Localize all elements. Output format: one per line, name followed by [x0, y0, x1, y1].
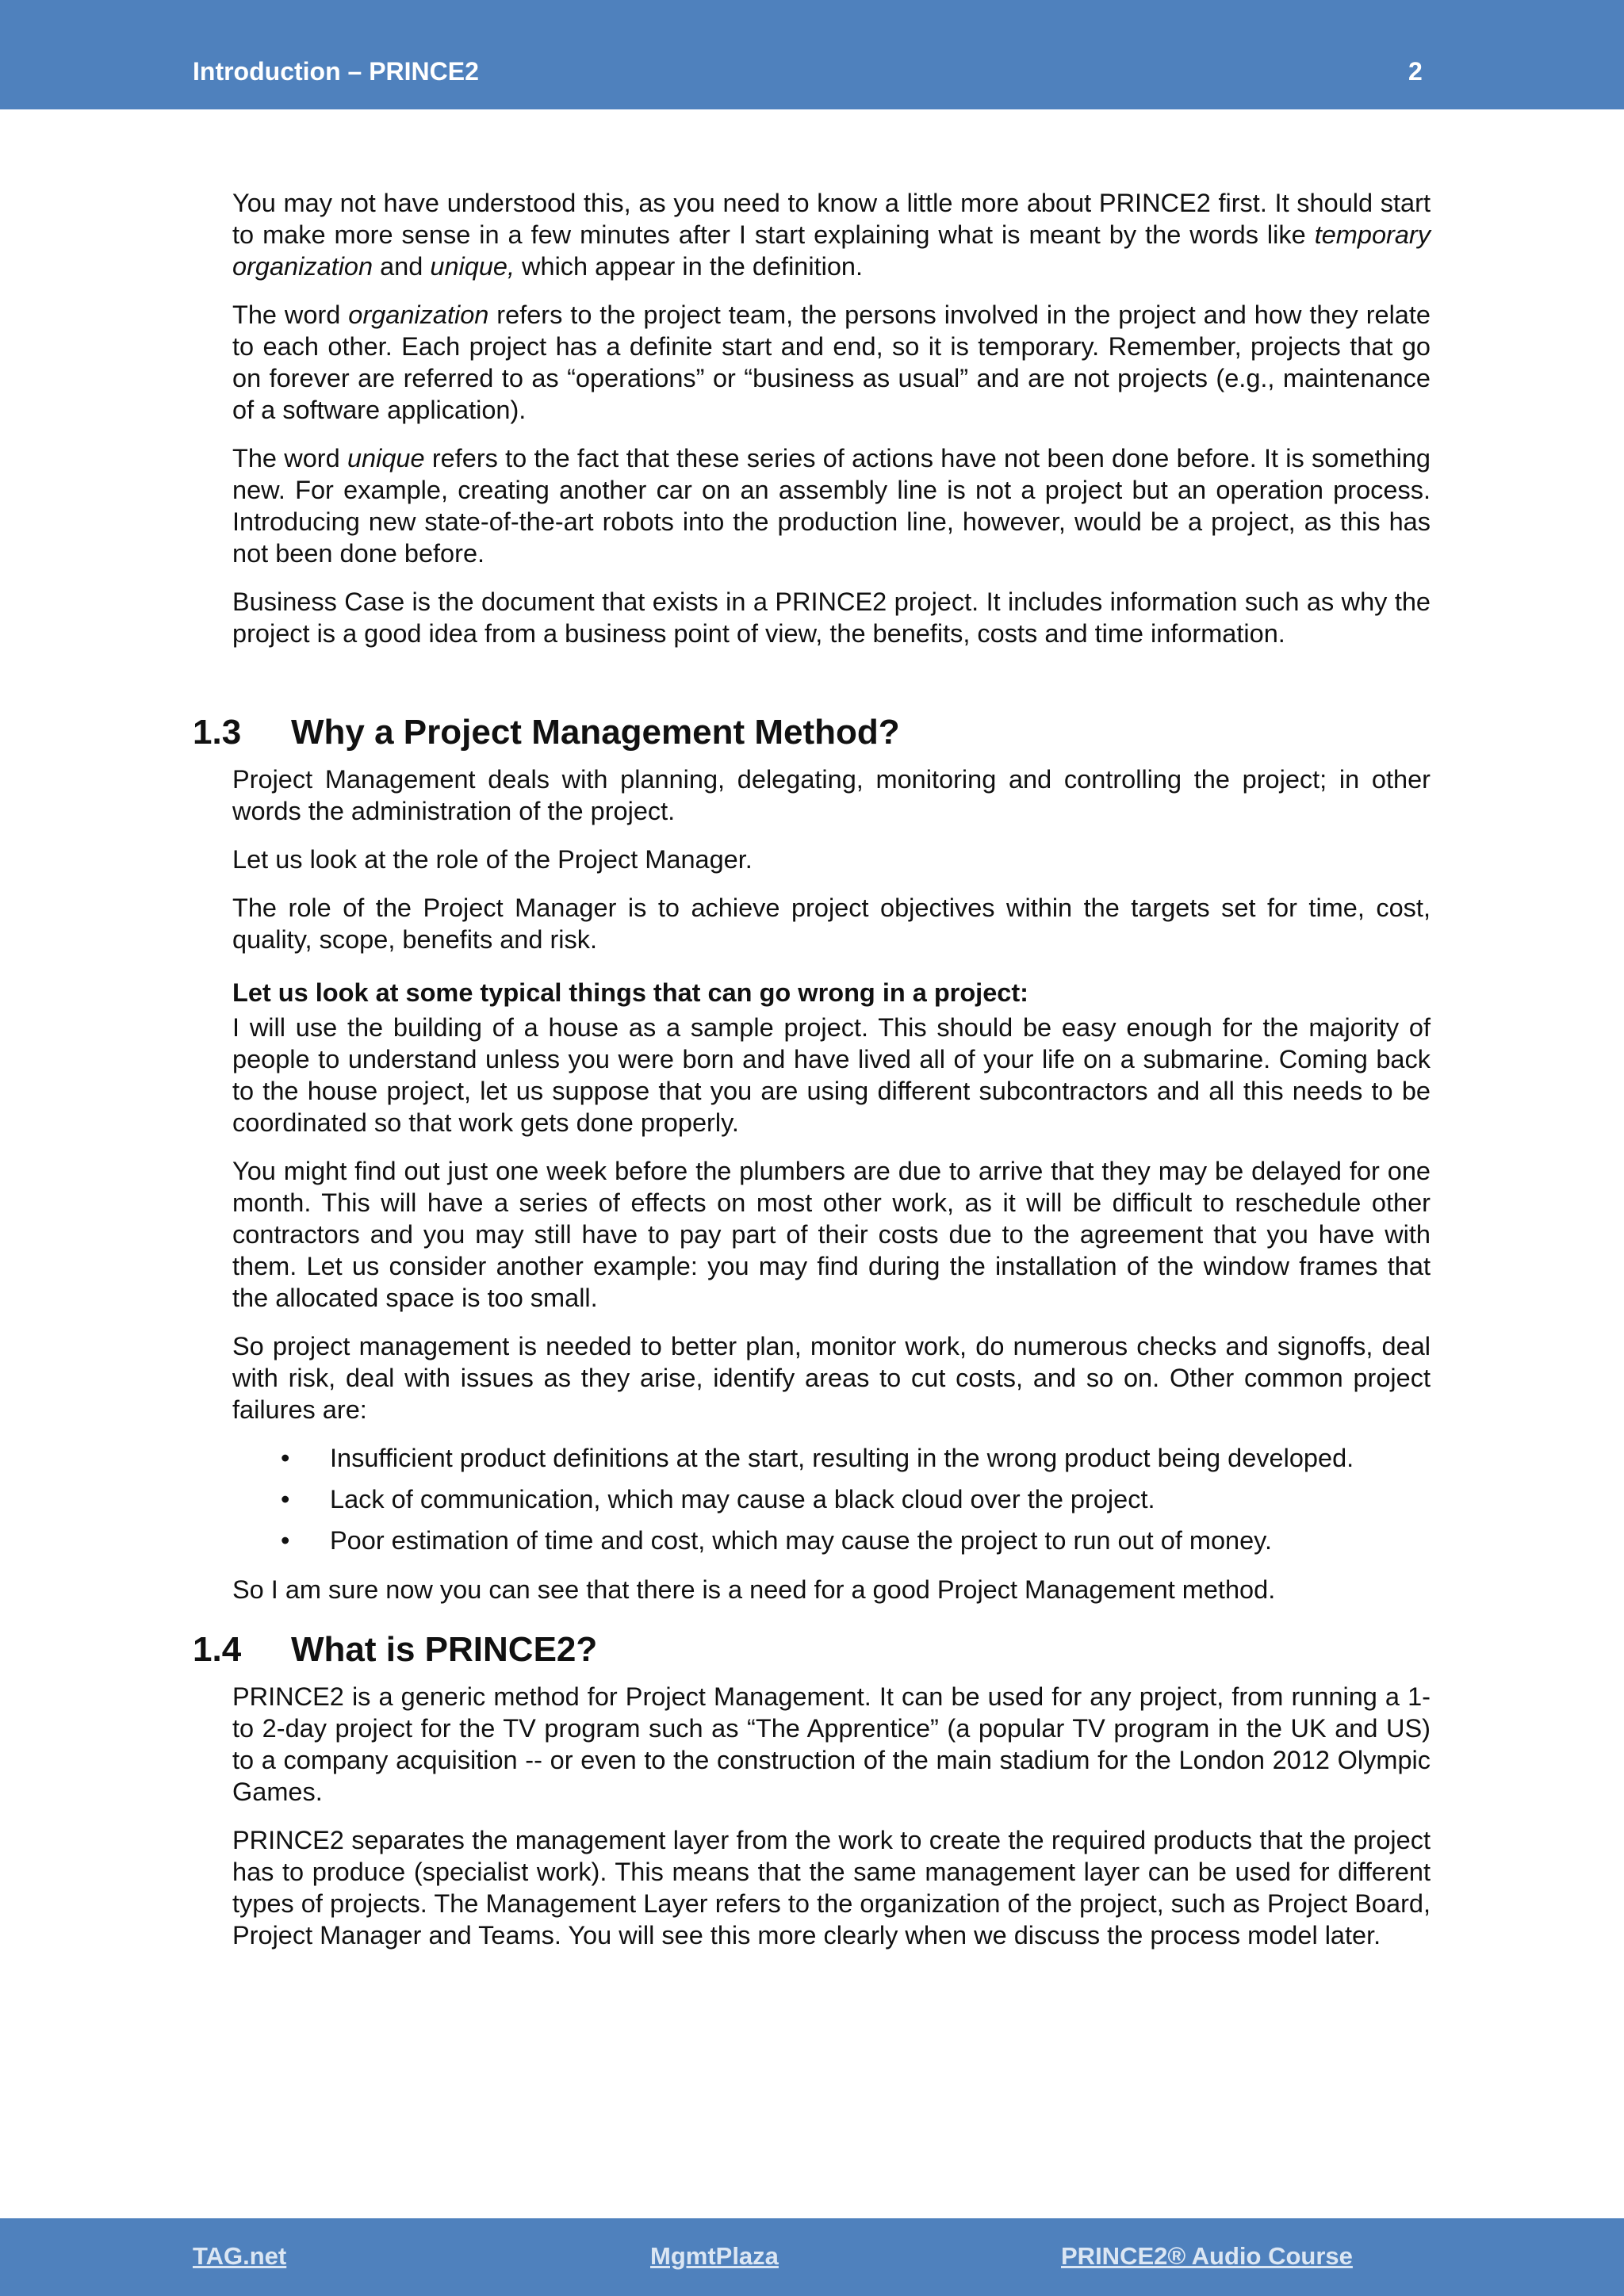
section-number: 1.4	[193, 1630, 242, 1669]
emphasis-temporary-organization: temporary organization	[232, 220, 1431, 281]
section-1-3-paragraph-1: Project Management deals with planning, delegating, monitoring and controlling the project; in other words the administration of the project.	[232, 765, 1431, 825]
list-item	[0, 1442, 1624, 1474]
page-number: 2	[1408, 57, 1423, 86]
page-footer	[0, 2218, 1624, 2296]
intro-paragraph-1	[232, 187, 1431, 282]
header-title: Introduction – PRINCE2	[193, 57, 479, 86]
spacer	[0, 666, 1624, 710]
section-1-4-paragraph-2: PRINCE2 separates the management layer from the work to create the required products that the project has to produce (specialist work). This means that the same management layer can be used for different types of projects. The Management Layer refers to the organization of the project, such as Project Board, Project Manager and Teams. You will see this more clearly when we discuss the process model later.	[232, 1826, 1431, 1950]
text-run: refers to the project team, the persons involved in the project and how they relate to each other. Each project has a definite start and end, so it is temporary. Remember, projects that go on forever are referred to as “operations” or “business as usual” and are not projects (e.g., maintenance of a software application).	[232, 300, 1431, 424]
failure-list	[0, 1442, 1624, 1556]
footer-link-mgmtplaza[interactable]: MgmtPlaza	[650, 2242, 779, 2270]
emphasis-unique: unique	[347, 444, 425, 473]
section-heading-1-4	[193, 1627, 1624, 1673]
section-title: What is PRINCE2?	[291, 1630, 598, 1669]
text-run: and	[373, 252, 431, 281]
emphasis-organization: organization	[348, 300, 489, 329]
section-heading-1-3	[193, 710, 1624, 756]
bullet-icon: •	[281, 1485, 290, 1513]
text-run: You may not have understood this, as you need to know a little more about PRINCE2 first. It should start to make more sense in a few minutes after I start explaining what is meant by the words like	[232, 189, 1431, 249]
text-run: The word	[232, 300, 349, 329]
section-1-3-paragraph-2: Let us look at the role of the Project Manager.	[232, 845, 753, 874]
section-1-4-paragraph-1: PRINCE2 is a generic method for Project Management. It can be used for any project, from running a 1- to 2-day project for the TV program such as “The Apprentice” (a popular TV program in the UK and US) to a company acquisition -- or even to the construction of the main stadium for the London 2012 Olympic Games.	[232, 1682, 1431, 1806]
section-number: 1.3	[193, 713, 242, 752]
text-run: The word	[232, 444, 347, 473]
list-item-text: Lack of communication, which may cause a black cloud over the project.	[330, 1485, 1155, 1513]
section-1-3-paragraph-7: So I am sure now you can see that there is a need for a good Project Management method.	[232, 1575, 1276, 1604]
text-run: refers to the fact that these series of actions have not been done before. It is something new. For example, creating another car on an assembly line is not a project but an operation process. Introducing new state-of-the-art robots into the production line, however, would be a project, as this has not been done before.	[232, 444, 1431, 568]
section-1-3-paragraph-5: You might find out just one week before the plumbers are due to arrive that they may be delayed for one month. This will have a series of effects on most other work, as it will be difficult to reschedule other contractors and you may still have to pay part of their costs due to the agreement that you have with them. Let us consider another example: you may find during the installation of the window frames that the allocated space is too small.	[232, 1157, 1431, 1312]
list-item-text: Poor estimation of time and cost, which may cause the project to run out of money.	[330, 1526, 1273, 1555]
footer-link-tag-net[interactable]: TAG.net	[193, 2242, 287, 2270]
section-1-3-paragraph-6: So project management is needed to better plan, monitor work, do numerous checks and signoffs, deal with risk, deal with issues as they arise, identify areas to cut costs, and so on. Other common project failures are:	[232, 1332, 1431, 1424]
intro-paragraph-3	[232, 442, 1431, 569]
footer-link-prince2-audio-course[interactable]: PRINCE2® Audio Course	[1061, 2242, 1353, 2270]
intro-paragraph-2	[232, 299, 1431, 426]
bold-subheading: Let us look at some typical things that can go wrong in a project:	[232, 978, 1029, 1007]
text-run: which appear in the definition.	[515, 252, 864, 281]
page-header	[0, 0, 1624, 109]
list-item	[0, 1525, 1624, 1556]
list-item	[0, 1483, 1624, 1515]
bullet-icon: •	[281, 1526, 290, 1555]
section-title: Why a Project Management Method?	[291, 713, 900, 752]
page-content	[0, 187, 1624, 1968]
bullet-icon: •	[281, 1444, 290, 1472]
list-item-text: Insufficient product definitions at the start, resulting in the wrong product being developed.	[330, 1444, 1354, 1472]
emphasis-unique: unique,	[430, 252, 515, 281]
section-1-3-paragraph-3: The role of the Project Manager is to achieve project objectives within the targets set for time, cost, quality, scope, benefits and risk.	[232, 894, 1431, 954]
intro-paragraph-4: Business Case is the document that exists in a PRINCE2 project. It includes information such as why the project is a good idea from a business point of view, the benefits, costs and time information.	[232, 587, 1431, 648]
section-1-3-paragraph-4: I will use the building of a house as a sample project. This should be easy enough for the majority of people to understand unless you were born and have lived all of your life on a submarine. Coming back to the house project, let us suppose that you are using different subcontractors and all this needs to be coordinated so that work gets done properly.	[232, 1013, 1431, 1137]
